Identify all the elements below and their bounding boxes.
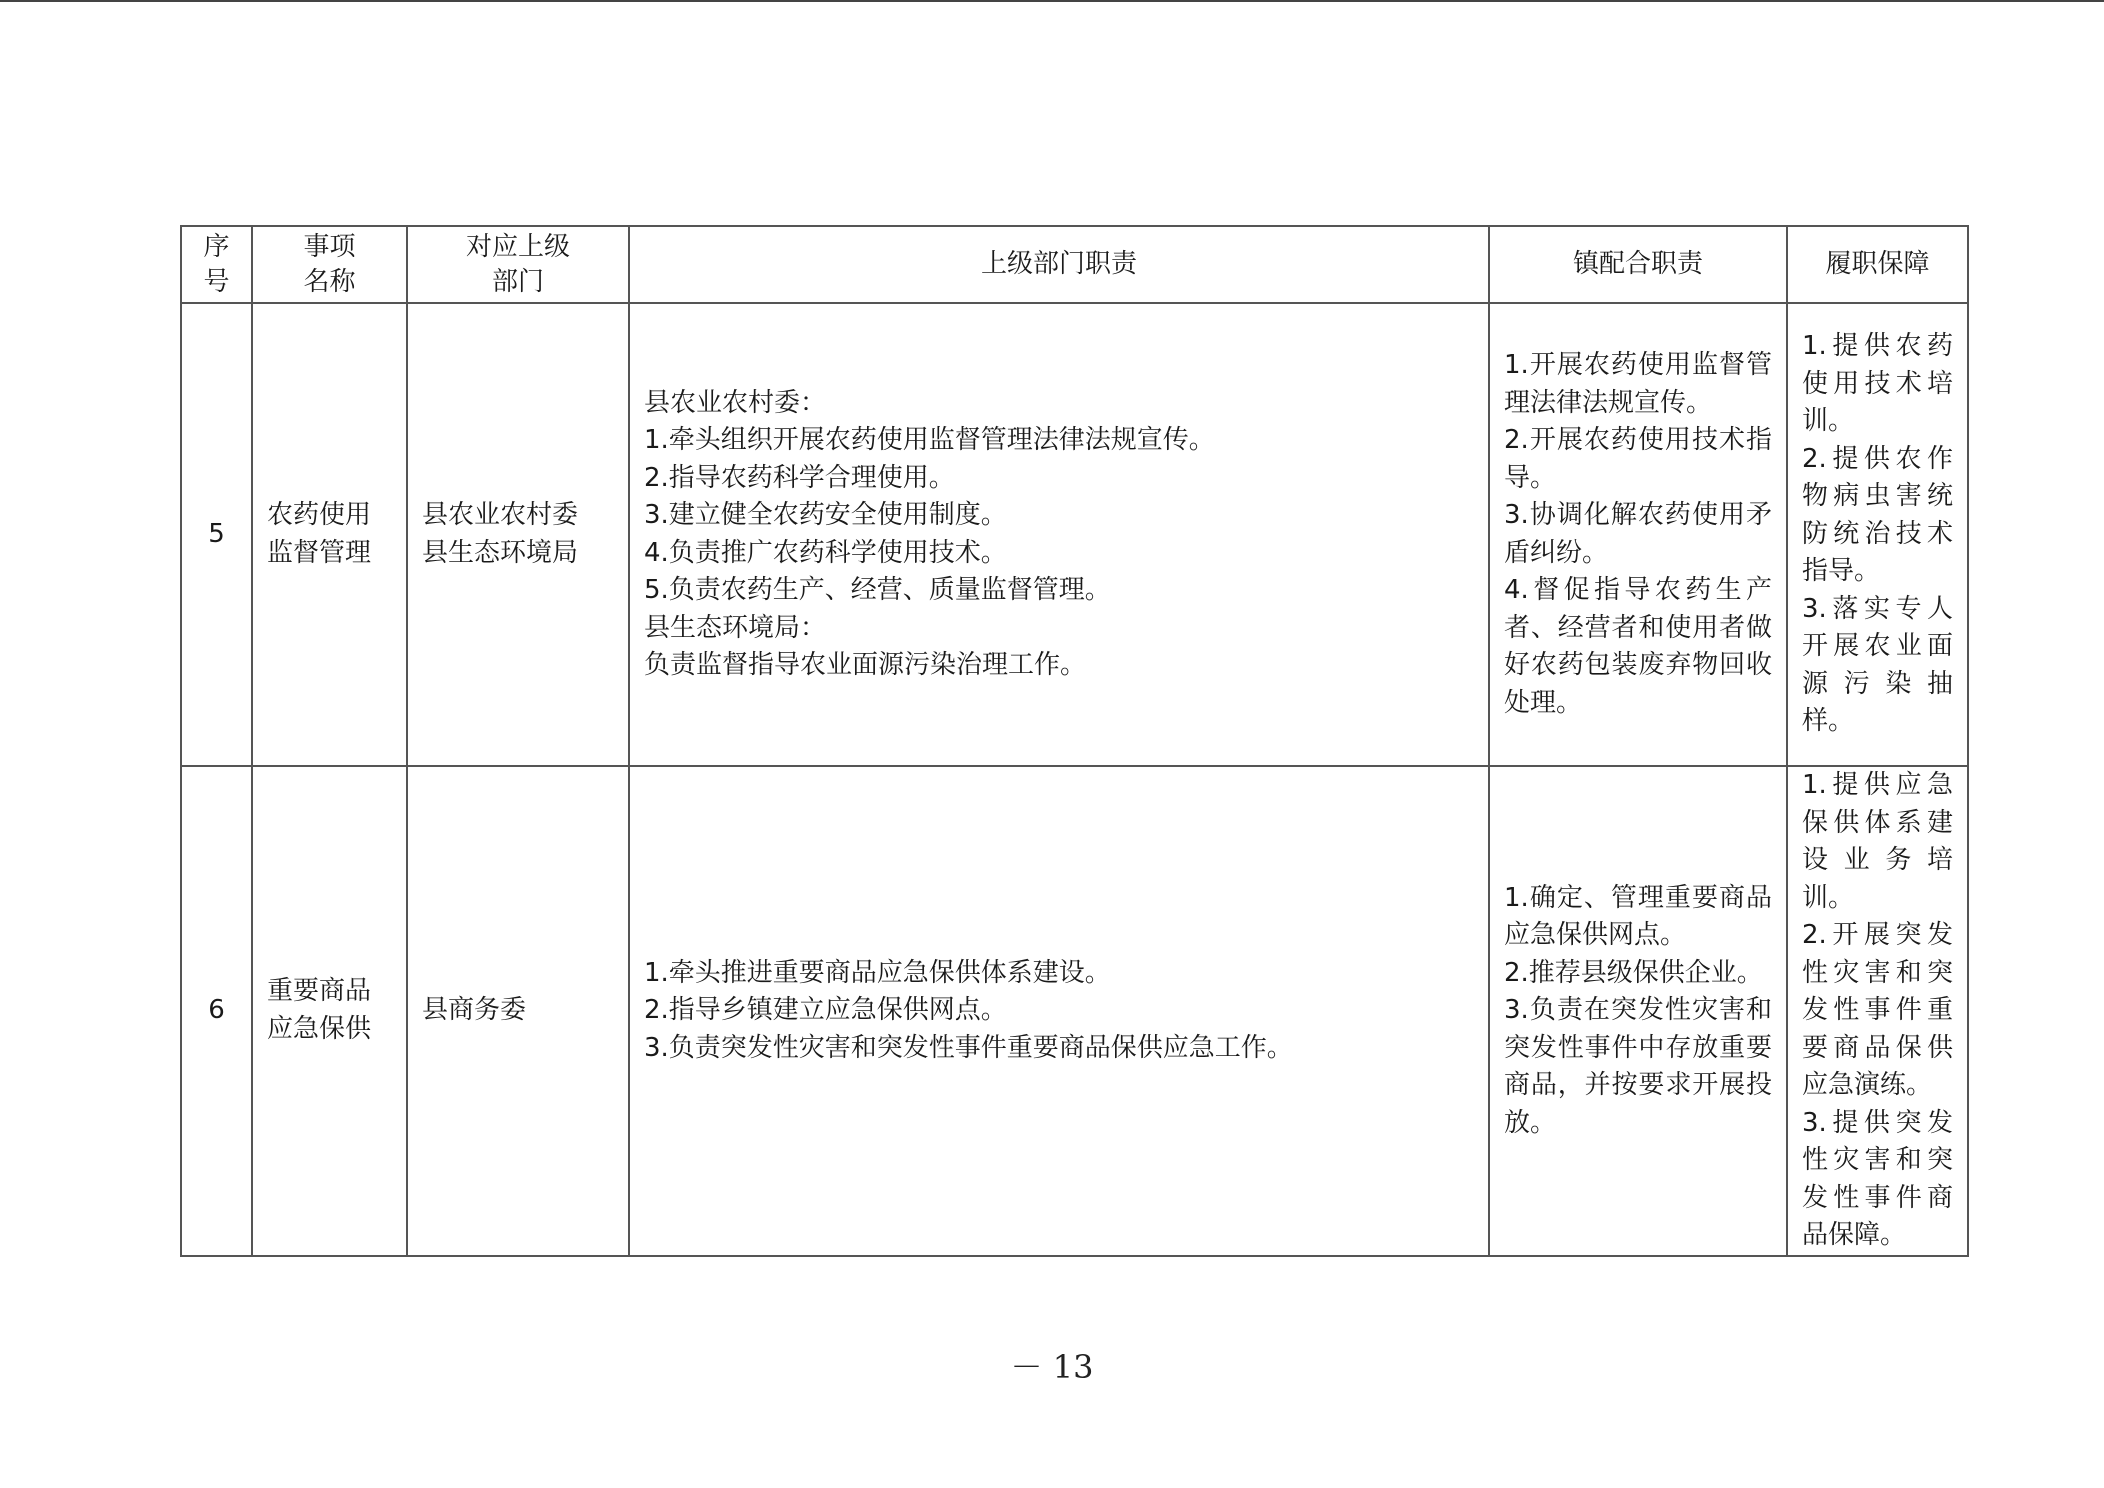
row-upper-dept: 县农业农村委 县生态环境局 [407, 303, 629, 766]
header-seq: 序 号 [181, 226, 252, 303]
header-town-duties: 镇配合职责 [1489, 226, 1787, 303]
row-guarantee: 1.提供农药使用技术培训。 2.提供农作物病虫害统防统治技术指导。 3.落实专人开展农业面源污染抽样。 [1787, 303, 1968, 766]
row-guarantee: 1.提供应急保供体系建设业务培训。 2.开展突发性灾害和突发性事件重要商品保供应急演练。 3.提供突发性灾害和突发性事件商品保障。 [1787, 766, 1968, 1256]
row-item-name: 重要商品 应急保供 [252, 766, 407, 1256]
header-upper-dept: 对应上级 部门 [407, 226, 629, 303]
row-town-duties: 1.开展农药使用监督管理法律法规宣传。 2.开展农药使用技术指导。 3.协调化解农药使用矛盾纠纷。 4.督促指导农药生产者、经营者和使用者做好农药包装废弃物回收处理。 [1489, 303, 1787, 766]
row-upper-duties: 1.牵头推进重要商品应急保供体系建设。 2.指导乡镇建立应急保供网点。 3.负责突发性灾害和突发性事件重要商品保供应急工作。 [629, 766, 1489, 1256]
header-guarantee: 履职保障 [1787, 226, 1968, 303]
table-row [181, 303, 1968, 766]
header-upper-duties: 上级部门职责 [629, 226, 1489, 303]
table-row [181, 766, 1968, 1256]
page-number: － 13 [1010, 1348, 1094, 1386]
row-upper-duties: 县农业农村委： 1.牵头组织开展农药使用监督管理法律法规宣传。 2.指导农药科学合理使用。 3.建立健全农药安全使用制度。 4.负责推广农药科学使用技术。 5.负责农药生产、经营、质量监督管理。 县生态环境局： 负责监督指导农业面源污染治理工作。 [629, 303, 1489, 766]
row-seq: 5 [181, 303, 252, 766]
page-top-border [0, 0, 2104, 2]
header-item-name: 事项 名称 [252, 226, 407, 303]
row-item-name: 农药使用 监督管理 [252, 303, 407, 766]
duty-table [180, 225, 1969, 1257]
row-upper-dept: 县商务委 [407, 766, 629, 1256]
table-header-row [181, 226, 1968, 303]
row-town-duties: 1.确定、管理重要商品应急保供网点。 2.推荐县级保供企业。 3.负责在突发性灾害和突发性事件中存放重要商品，并按要求开展投放。 [1489, 766, 1787, 1256]
row-seq: 6 [181, 766, 252, 1256]
